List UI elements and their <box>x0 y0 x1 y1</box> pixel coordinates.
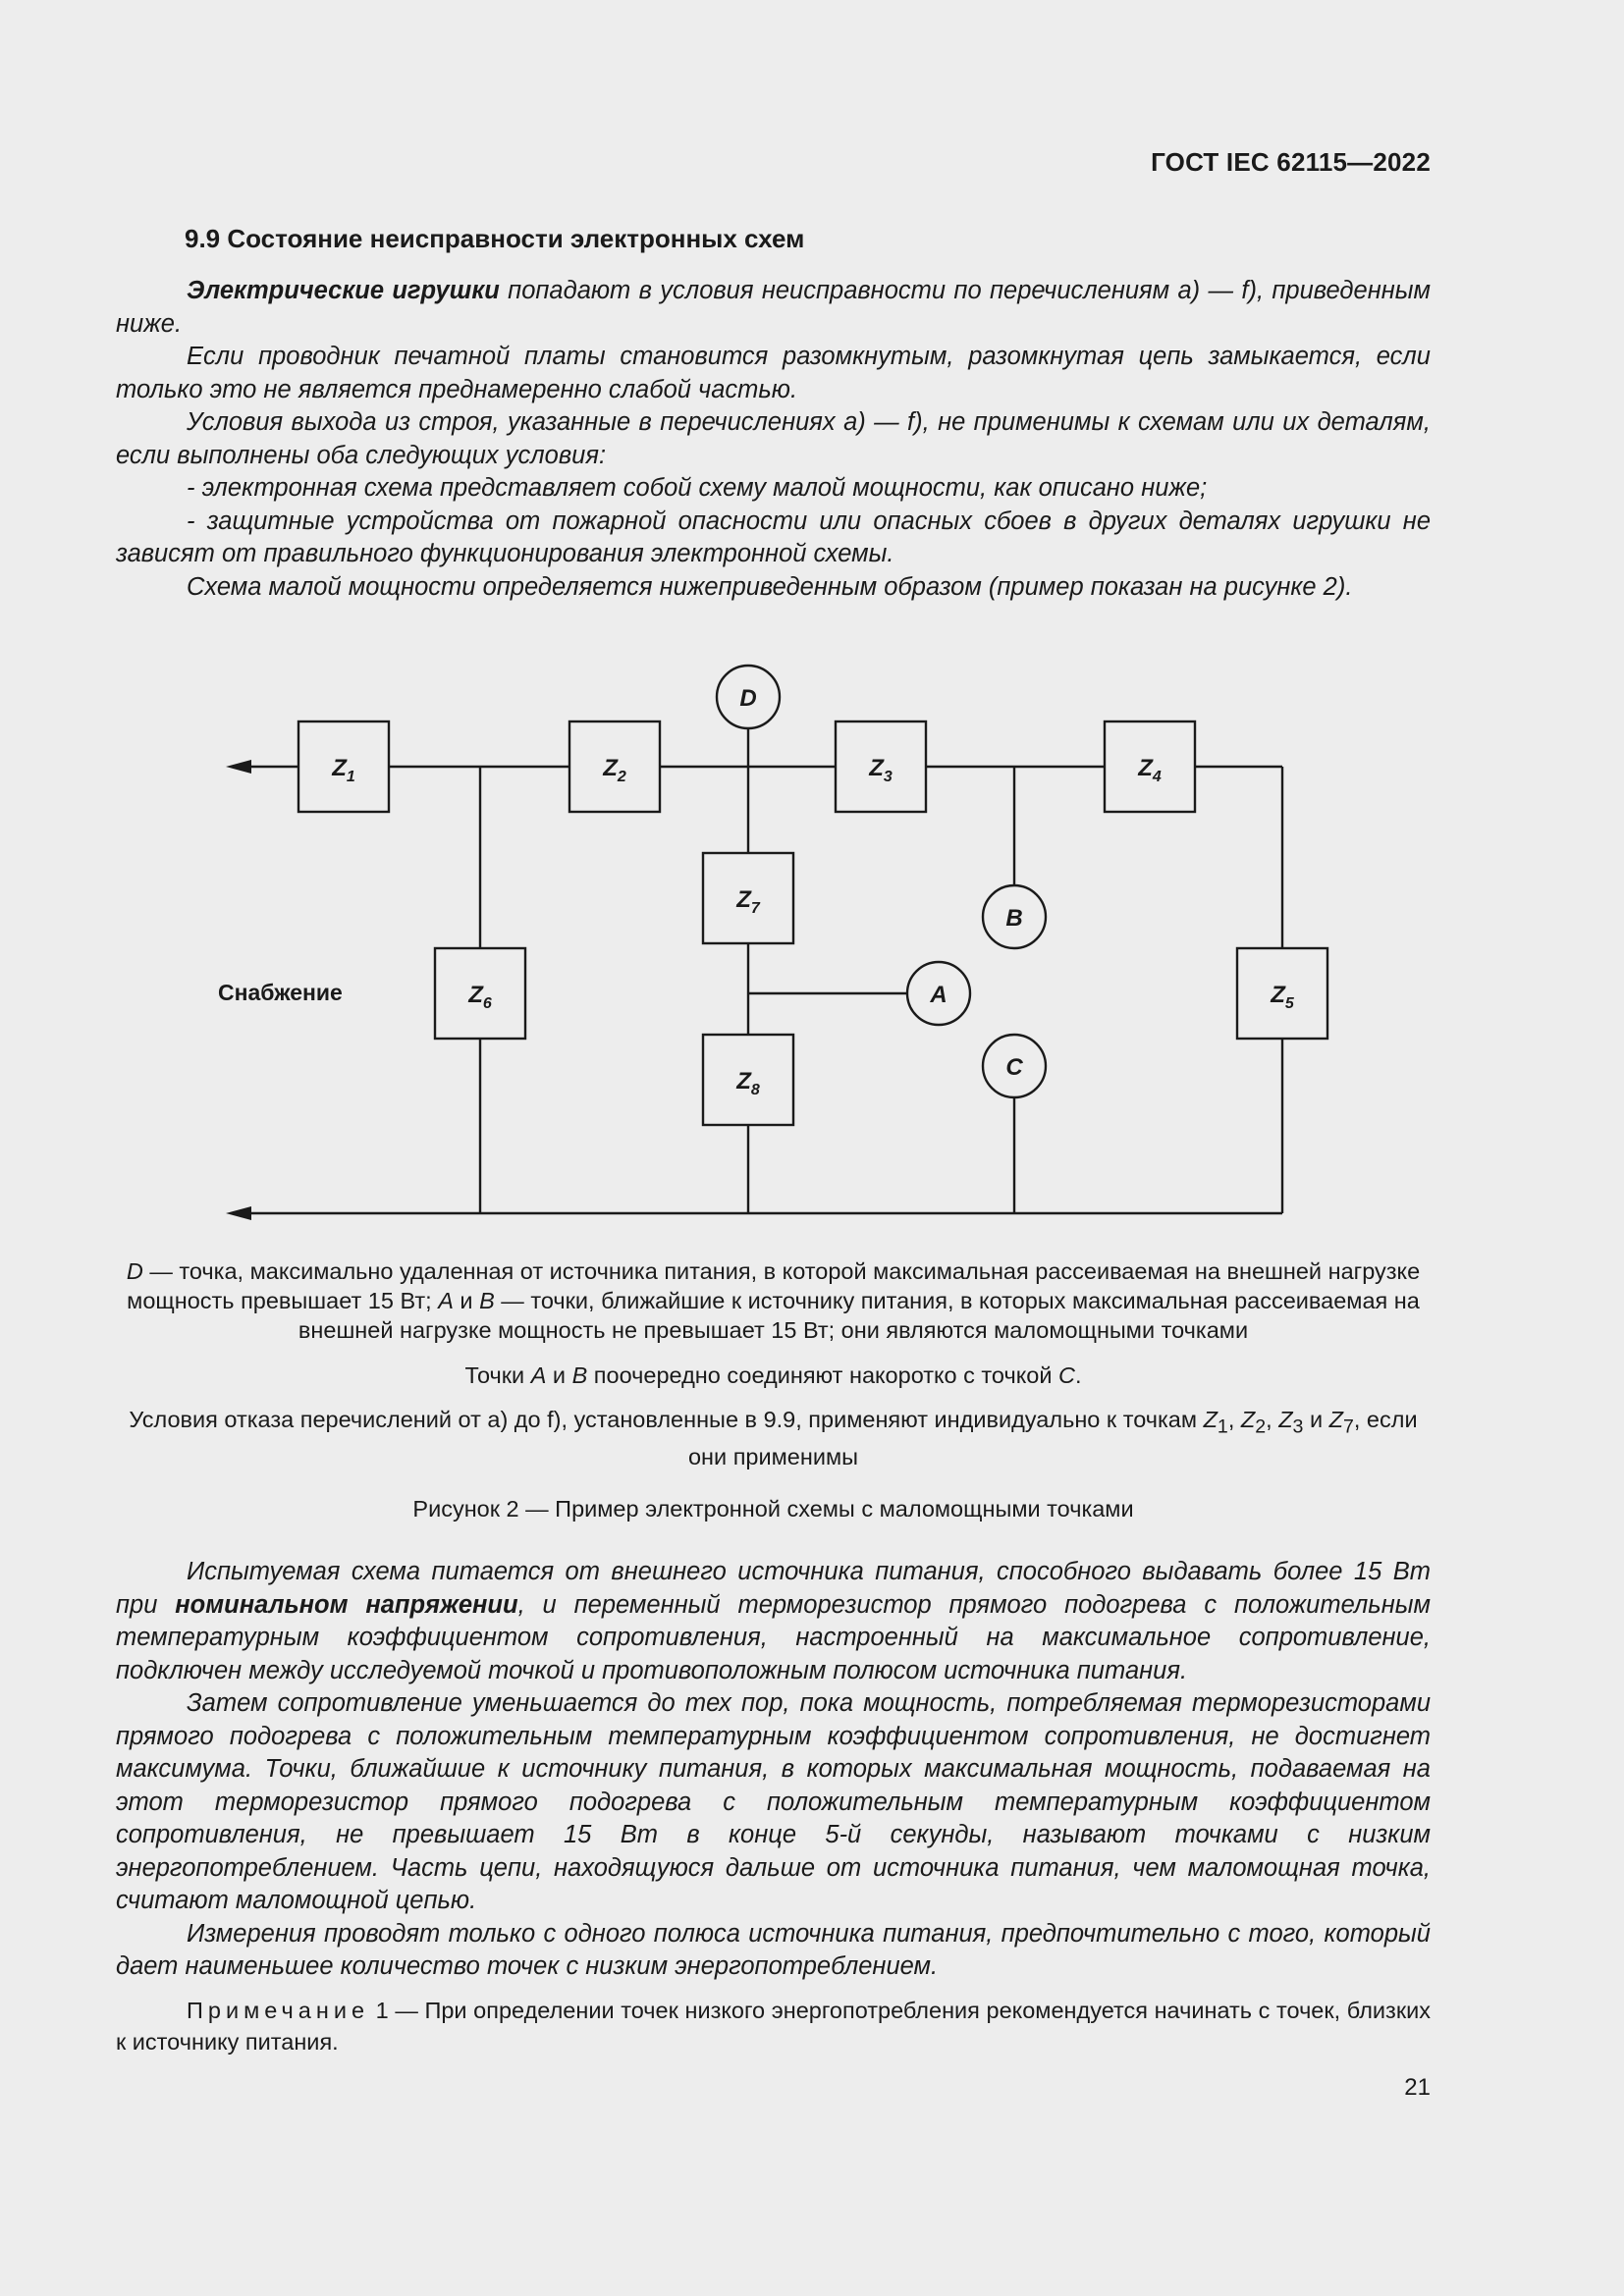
figure-title: Рисунок 2 — Пример электронной схемы с маломощными точками <box>412 1496 1134 1522</box>
paragraph-5: Испытуемая схема питается от внешнего источника питания, способного выдавать более 15 Вт при номинальном напряжении, и переменный терморезистор прямого подогрева с положительным температурным коэффициентом сопротивления, настроенный на максимальное сопротивление, подключен между исследуемой точкой и противоположным полюсом источника питания. <box>116 1558 1431 1684</box>
paragraph-2: Если проводник печатной платы становится разомкнутым, разомкнутая цепь замыкается, если только это не является преднамеренно слабой частью. <box>116 343 1431 403</box>
document-code: ГОСТ IEC 62115—2022 <box>1151 147 1431 177</box>
label-point-a: A <box>930 982 947 1008</box>
paragraph-6: Затем сопротивление уменьшается до тех пор, пока мощность, потребляемая терморезисторами прямого подогрева с положительным температурным коэффициентом сопротивления, не достигнет максимума. Точки, ближайшие к источнику питания, в которых максимальная мощность, подаваемая на этот терморезистор прямого подогрева с положительным температурным коэффициентом сопротивления, не превышает 15 Вт в конце 5-й секунды, называют точками с низким энергопотреблением. Часть цепи, находящуюся дальше от источника питания, чем маломощная точка, считают маломощной цепью. <box>116 1689 1431 1914</box>
label-z1: $Z_1$ <box>332 755 355 785</box>
label-z7: $Z_7$ <box>736 886 760 917</box>
arrow-top-icon <box>226 760 251 774</box>
label-z6: $Z_6$ <box>468 982 492 1012</box>
body-text <box>116 1556 1431 1984</box>
label-z8: $Z_8$ <box>736 1068 760 1098</box>
label-point-c: C <box>1005 1054 1023 1081</box>
paragraph-1: Электрические игрушки попадают в условия неисправности по перечислениям а) — f), приведенным ниже. <box>116 277 1432 338</box>
figure-legend-1: D — точка, максимально удаленная от источника питания, в которой максимальная рассеиваемая на внешней нагрузке мощность превышает 15 Вт; A и B — точки, ближайшие к источнику питания, в которых максимальная рассеиваемая на внешней нагрузке мощность не превышает 15 Вт; они являются маломощными точками <box>126 1258 1421 1343</box>
label-z3: $Z_3$ <box>869 755 893 785</box>
bullet-2: - защитные устройства от пожарной опасности или опасных сбоев в других деталях игрушки не зависят от правильного функционирования электронной схемы. <box>116 507 1431 567</box>
paragraph-4: Схема малой мощности определяется нижеприведенным образом (пример показан на рисунке 2). <box>187 572 1353 601</box>
label-z5: $Z_5$ <box>1271 982 1294 1012</box>
term-electric-toys: Электрические игрушки <box>187 277 500 304</box>
label-point-d: D <box>739 685 757 712</box>
section-title: 9.9 Состояние неисправности электронных схем <box>185 224 805 253</box>
term-rated-voltage: номинальном напряжении <box>175 1590 518 1619</box>
figure-legend-3: Условия отказа перечислений от а) до f), установленные в 9.9, применяют индивидуально к точкам $Z_1$, $Z_2$, $Z_3$ и $Z_7$, если они применимы <box>129 1407 1418 1469</box>
arrow-bottom-icon <box>226 1206 251 1220</box>
label-point-b: B <box>1005 905 1023 932</box>
note-text: 1 — При определении точек низкого энергопотребления рекомендуется начинать с точек, близких к источнику питания. <box>116 1998 1431 2055</box>
label-z4: $Z_4$ <box>1138 755 1162 785</box>
figure-legend-2: Точки A и B поочередно соединяют накоротко с точкой C. <box>464 1362 1082 1388</box>
supply-label: Снабжение <box>218 980 343 1005</box>
bullet-1: - электронная схема представляет собой схему малой мощности, как описано ниже; <box>187 474 1208 502</box>
note-label: Примечание <box>187 1998 370 2023</box>
paragraph-7: Измерения проводят только с одного полюса источника питания, предпочтительно с того, который дает наименьшее количество точек с низким энергопотреблением. <box>116 1919 1431 1980</box>
note <box>116 1995 1431 2057</box>
page-number: 21 <box>1404 2074 1431 2101</box>
paragraph-3: Условия выхода из строя, указанные в перечислениях а) — f), не применимы к схемам или их деталям, если выполнены оба следующих условия: <box>116 408 1431 469</box>
label-z2: $Z_2$ <box>603 755 626 785</box>
